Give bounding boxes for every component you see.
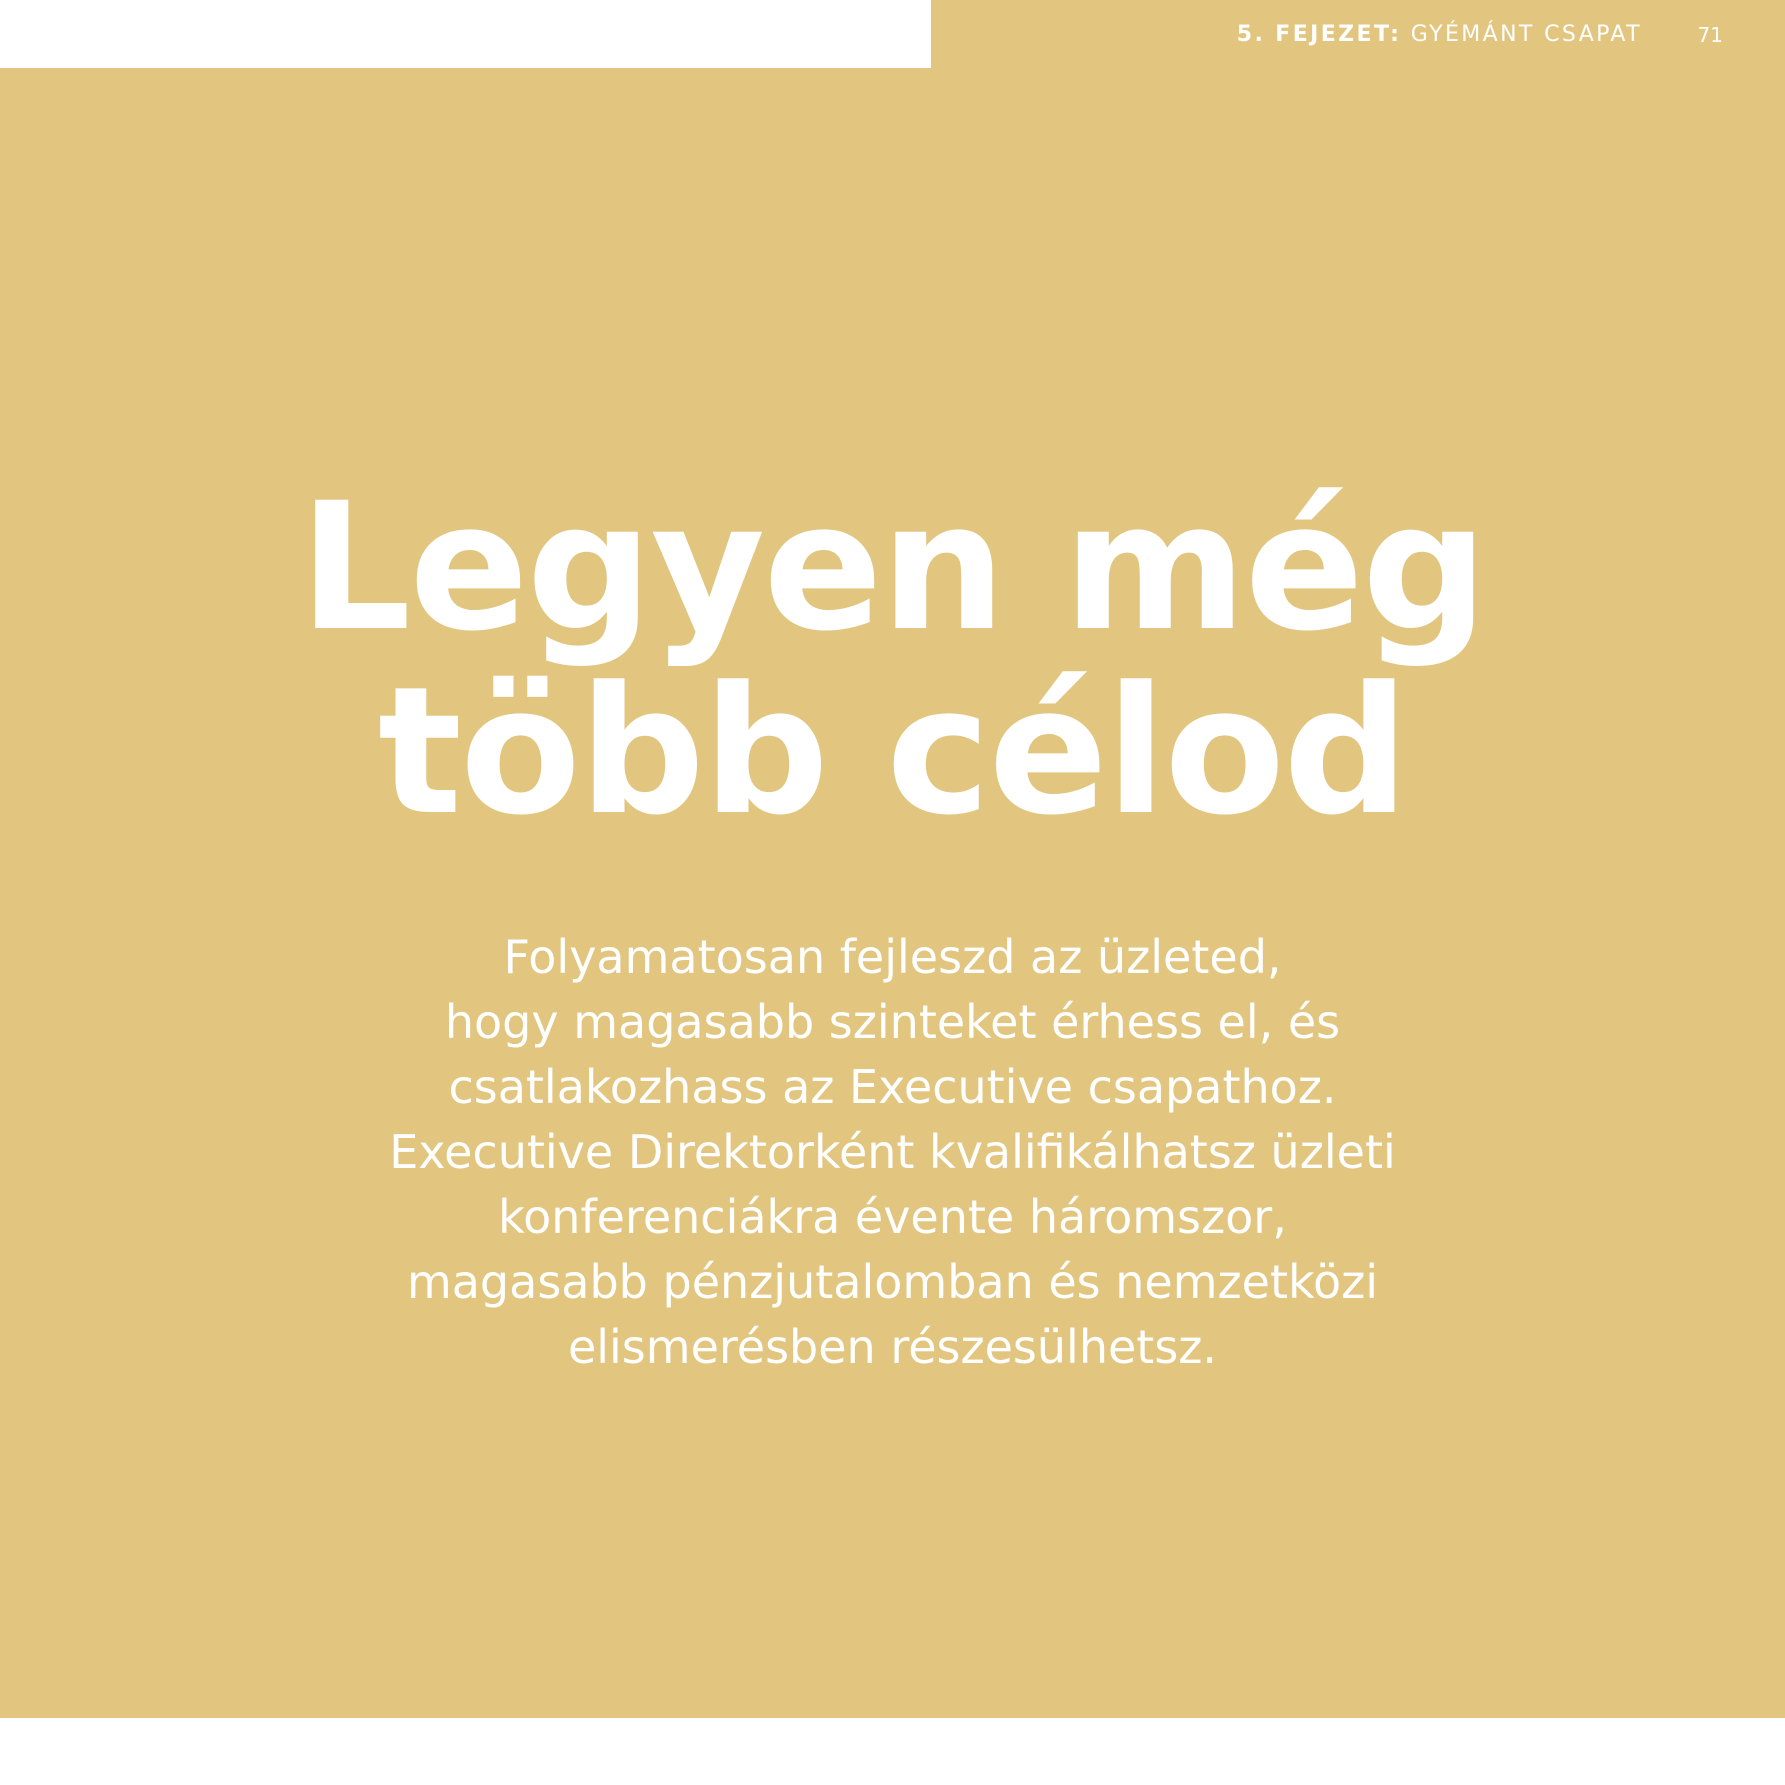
body-line: magasabb pénzjutalomban és nemzetközi: [406, 1255, 1379, 1309]
body-line: elismerésben részesülhetsz.: [567, 1320, 1218, 1374]
body-paragraph: [0, 925, 1785, 1380]
page-number: 71: [1697, 23, 1723, 47]
body-line: hogy magasabb szinteket érhess el, és: [444, 995, 1341, 1049]
body-line: csatlakozhass az Executive csapathoz.: [448, 1060, 1337, 1114]
body-line: Executive Direktorként kvalifikálhatsz üzleti: [389, 1125, 1396, 1179]
chapter-label: 5. FEJEZET:: [1236, 22, 1402, 47]
body-line: Folyamatosan fejleszd az üzleted,: [503, 930, 1282, 984]
title-line: több célod: [377, 649, 1408, 854]
chapter-title: GYÉMÁNT CSAPAT: [1410, 22, 1642, 47]
body-line: konferenciákra évente háromszor,: [498, 1190, 1287, 1244]
header-white-strip: [0, 0, 931, 68]
page-title: [0, 465, 1785, 854]
running-header: [1237, 22, 1642, 48]
title-line: Legyen még: [299, 465, 1486, 670]
